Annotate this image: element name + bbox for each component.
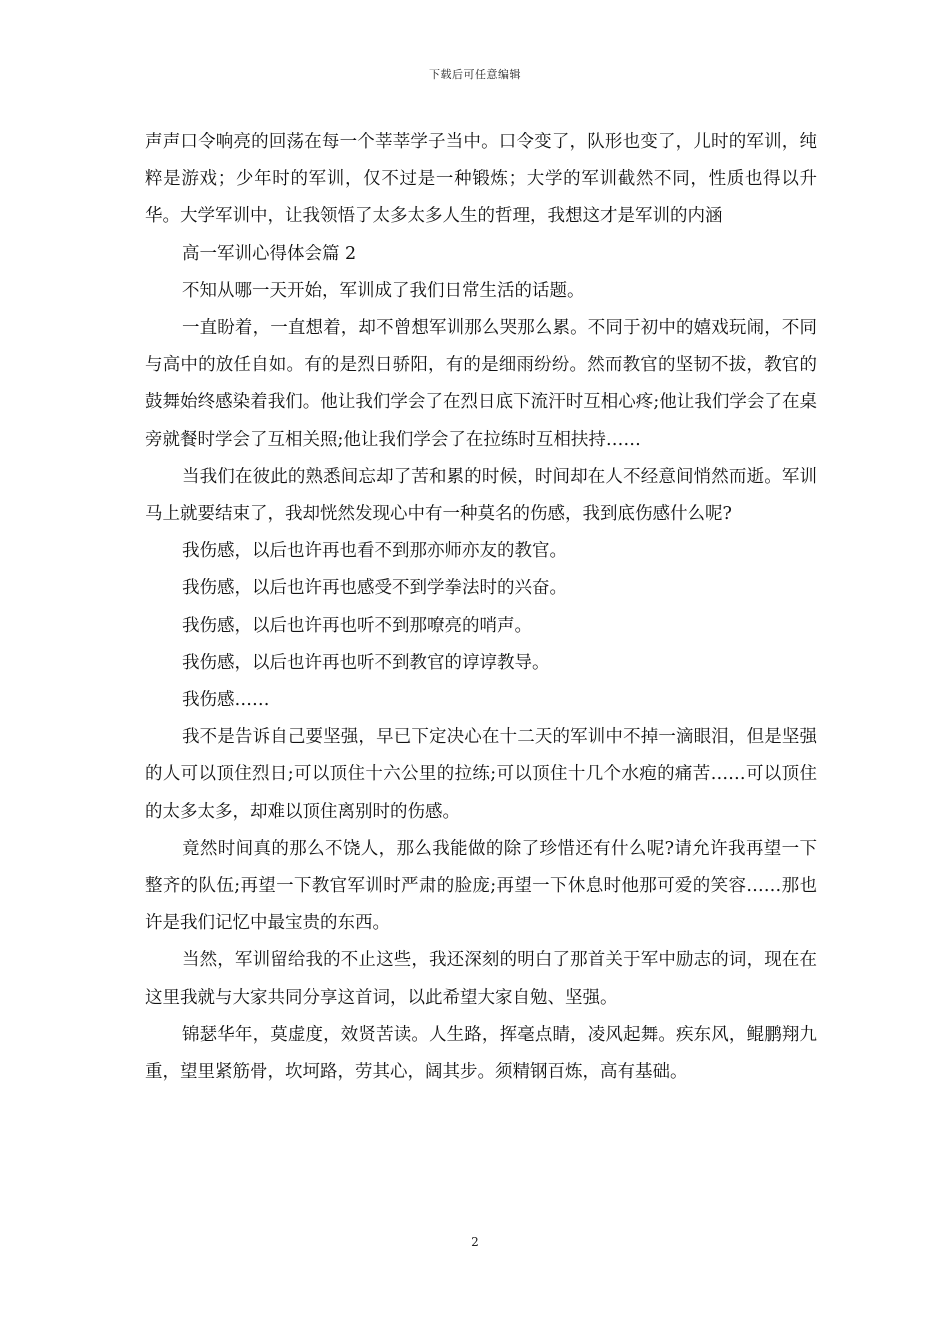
paragraph: 我不是告诉自己要坚强，早已下定决心在十二天的军训中不掉一滴眼泪，但是坚强的人可以顶住烈日;可以顶住十六公里的拉练;可以顶住十几个水疱的痛苦……可以顶住的太多太多，却难以顶住离别时的伤感。 (145, 727, 817, 822)
paragraph: 一直盼着，一直想着，却不曾想军训那么哭那么累。不同于初中的嬉戏玩闹，不同与高中的放任自如。有的是烈日骄阳，有的是细雨纷纷。然而教官的坚韧不拔，教官的鼓舞始终感染着我们。他让我们学会了在烈日底下流汗时互相心疼;他让我们学会了在桌旁就餐时学会了互相关照;他让我们学会了在拉练时互相扶持…… (145, 318, 817, 450)
paragraph: 我伤感，以后也许再也听不到那嘹亮的哨声。 (182, 615, 532, 636)
paragraph-continuation: 声声口令响亮的回荡在每一个莘莘学子当中。口令变了，队形也变了，儿时的军训，纯粹是游戏；少年时的军训，仅不过是一种锻炼；大学的军训截然不同，性质也得以升华。大学军训中，让我领悟了太多太多人生的哲理，我想这才是军训的内涵 (145, 132, 817, 227)
paragraph: 不知从哪一天开始，军训成了我们日常生活的话题。 (182, 280, 585, 301)
section-heading: 高一军训心得体会篇 2 (182, 243, 357, 264)
page-number: 2 (471, 1235, 479, 1249)
paragraph: 我伤感，以后也许再也感受不到学拳法时的兴奋。 (182, 578, 567, 599)
paragraph: 当然，军训留给我的不止这些，我还深刻的明白了那首关于军中励志的词，现在在这里我就与大家共同分享这首词，以此希望大家自勉、坚强。 (145, 950, 817, 1008)
document-body (145, 124, 817, 1091)
paragraph: 锦瑟华年，莫虚度，效贤苦读。人生路，挥毫点睛，凌风起舞。疾东风，鲲鹏翔九重，望里紧筋骨，坎坷路，劳其心，阔其步。须精钢百炼，高有基础。 (145, 1024, 817, 1083)
paragraph: 我伤感，以后也许再也听不到教官的谆谆教导。 (182, 652, 550, 673)
download-note: 下载后可任意编辑 (429, 68, 521, 81)
paragraph: 我伤感…… (182, 690, 270, 711)
paragraph: 当我们在彼此的熟悉间忘却了苦和累的时候，时间却在人不经意间悄然而逝。军训马上就要结束了，我却恍然发现心中有一种莫名的伤感，我到底伤感什么呢? (145, 466, 817, 525)
paragraph: 竟然时间真的那么不饶人，那么我能做的除了珍惜还有什么呢?请允许我再望一下整齐的队伍;再望一下教官军训时严肃的脸庞;再望一下休息时他那可爱的笑容……那也许是我们记忆中最宝贵的东西。 (145, 838, 817, 934)
paragraph: 我伤感，以后也许再也看不到那亦师亦友的教官。 (182, 541, 567, 562)
